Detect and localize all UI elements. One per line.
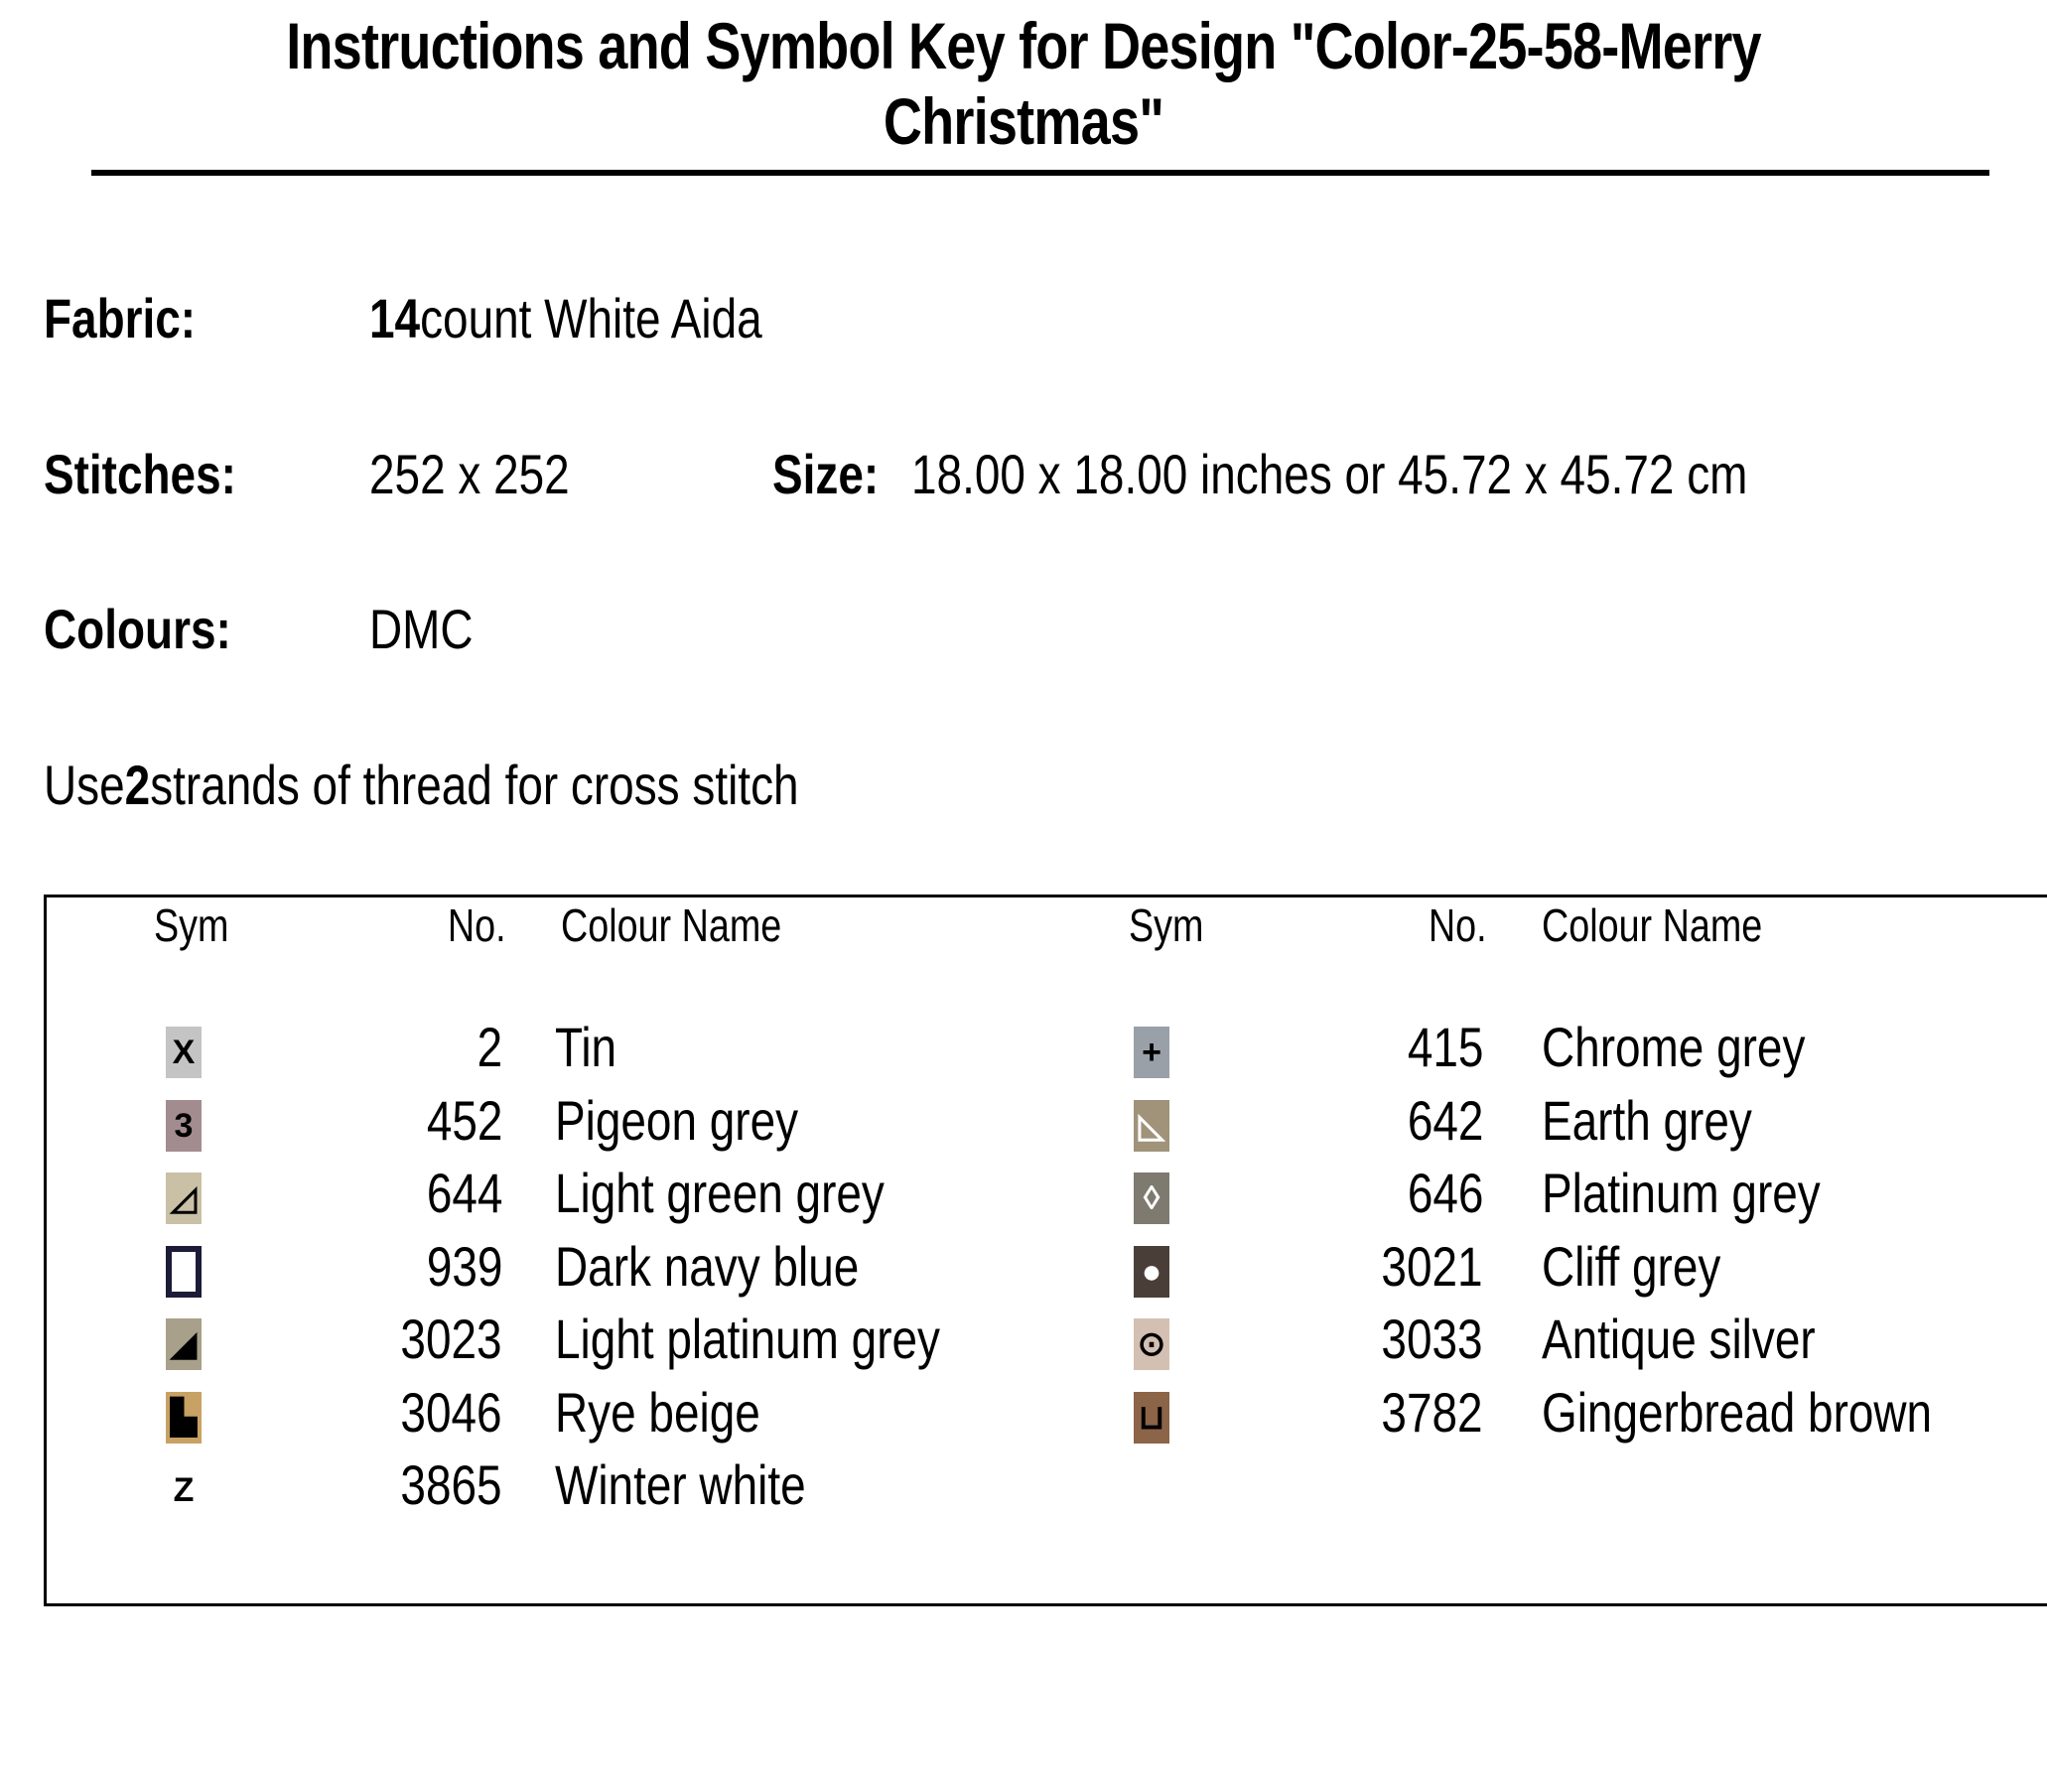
colour-name: Platinum grey <box>1542 1162 1821 1224</box>
symbol-3782: ⊔ <box>1134 1392 1169 1444</box>
strands-post: strands of thread for cross stitch <box>150 754 799 816</box>
symbol-415: + <box>1134 1027 1169 1078</box>
thread-number: 3865 <box>400 1453 502 1516</box>
thread-number: 3782 <box>1381 1380 1483 1444</box>
thread-number: 415 <box>1407 1016 1483 1078</box>
fabric-description: count White Aida <box>420 287 762 349</box>
colour-name: Antique silver <box>1542 1308 1816 1370</box>
colour-name: Rye beige <box>555 1380 760 1444</box>
symbol-646: ◊ <box>1134 1172 1169 1224</box>
colour-name: Chrome grey <box>1542 1016 1806 1078</box>
thread-number: 644 <box>426 1162 502 1224</box>
symbol-3023: ◢ <box>166 1318 202 1370</box>
thread-number: 3033 <box>1381 1308 1483 1370</box>
colour-name: Cliff grey <box>1542 1234 1721 1298</box>
page-title: Instructions and Symbol Key for Design "Color-25-58-Merry Christmas" <box>286 9 1761 158</box>
symbol-3033: ⊙ <box>1134 1318 1169 1370</box>
title-rule <box>91 170 1989 176</box>
colour-name: Winter white <box>555 1453 806 1516</box>
fabric-label: Fabric: <box>44 287 197 349</box>
colour-name: Gingerbread brown <box>1542 1380 1933 1444</box>
thread-number: 646 <box>1407 1162 1483 1224</box>
header-sym-left: Sym <box>154 899 229 951</box>
header-name-left: Colour Name <box>561 899 782 951</box>
thread-number: 939 <box>426 1234 502 1298</box>
symbol-3021: ● <box>1134 1246 1169 1298</box>
colour-name: Tin <box>555 1016 617 1078</box>
fabric-value <box>369 286 849 350</box>
symbol-644: ◿ <box>166 1172 202 1224</box>
symbol-3046: ▙ <box>166 1392 202 1444</box>
colour-name: Light green grey <box>555 1162 885 1224</box>
size-value: 18.00 x 18.00 inches or 45.72 x 45.72 cm <box>911 443 1748 505</box>
colour-name: Light platinum grey <box>555 1308 940 1370</box>
thread-number: 452 <box>426 1088 502 1152</box>
size-label: Size: <box>772 443 880 505</box>
header-no-right: No. <box>1429 899 1487 951</box>
symbol-452: 3 <box>166 1100 202 1152</box>
colour-name: Dark navy blue <box>555 1234 860 1298</box>
symbol-939 <box>166 1246 202 1298</box>
header-sym-right: Sym <box>1129 899 1204 951</box>
strands-count: 2 <box>124 754 151 816</box>
fabric-count: 14 <box>369 287 421 349</box>
symbol-2: X <box>166 1027 202 1078</box>
colours-label: Colours: <box>44 598 231 660</box>
thread-number: 2 <box>477 1016 502 1078</box>
strands-instruction <box>44 753 965 817</box>
header-name-right: Colour Name <box>1542 899 1763 951</box>
symbol-642: ◺ <box>1134 1100 1169 1152</box>
strands-pre: Use <box>44 754 125 816</box>
symbol-3865: Z <box>173 1471 195 1509</box>
thread-number: 642 <box>1407 1088 1483 1152</box>
thread-number: 3021 <box>1381 1234 1483 1298</box>
stitches-label: Stitches: <box>44 443 236 505</box>
thread-number: 3046 <box>400 1380 502 1444</box>
colour-name: Pigeon grey <box>555 1088 799 1152</box>
stitches-value: 252 x 252 <box>369 443 570 505</box>
colour-name: Earth grey <box>1542 1088 1752 1152</box>
thread-number: 3023 <box>400 1308 502 1370</box>
header-no-left: No. <box>448 899 506 951</box>
colours-value: DMC <box>369 598 474 660</box>
